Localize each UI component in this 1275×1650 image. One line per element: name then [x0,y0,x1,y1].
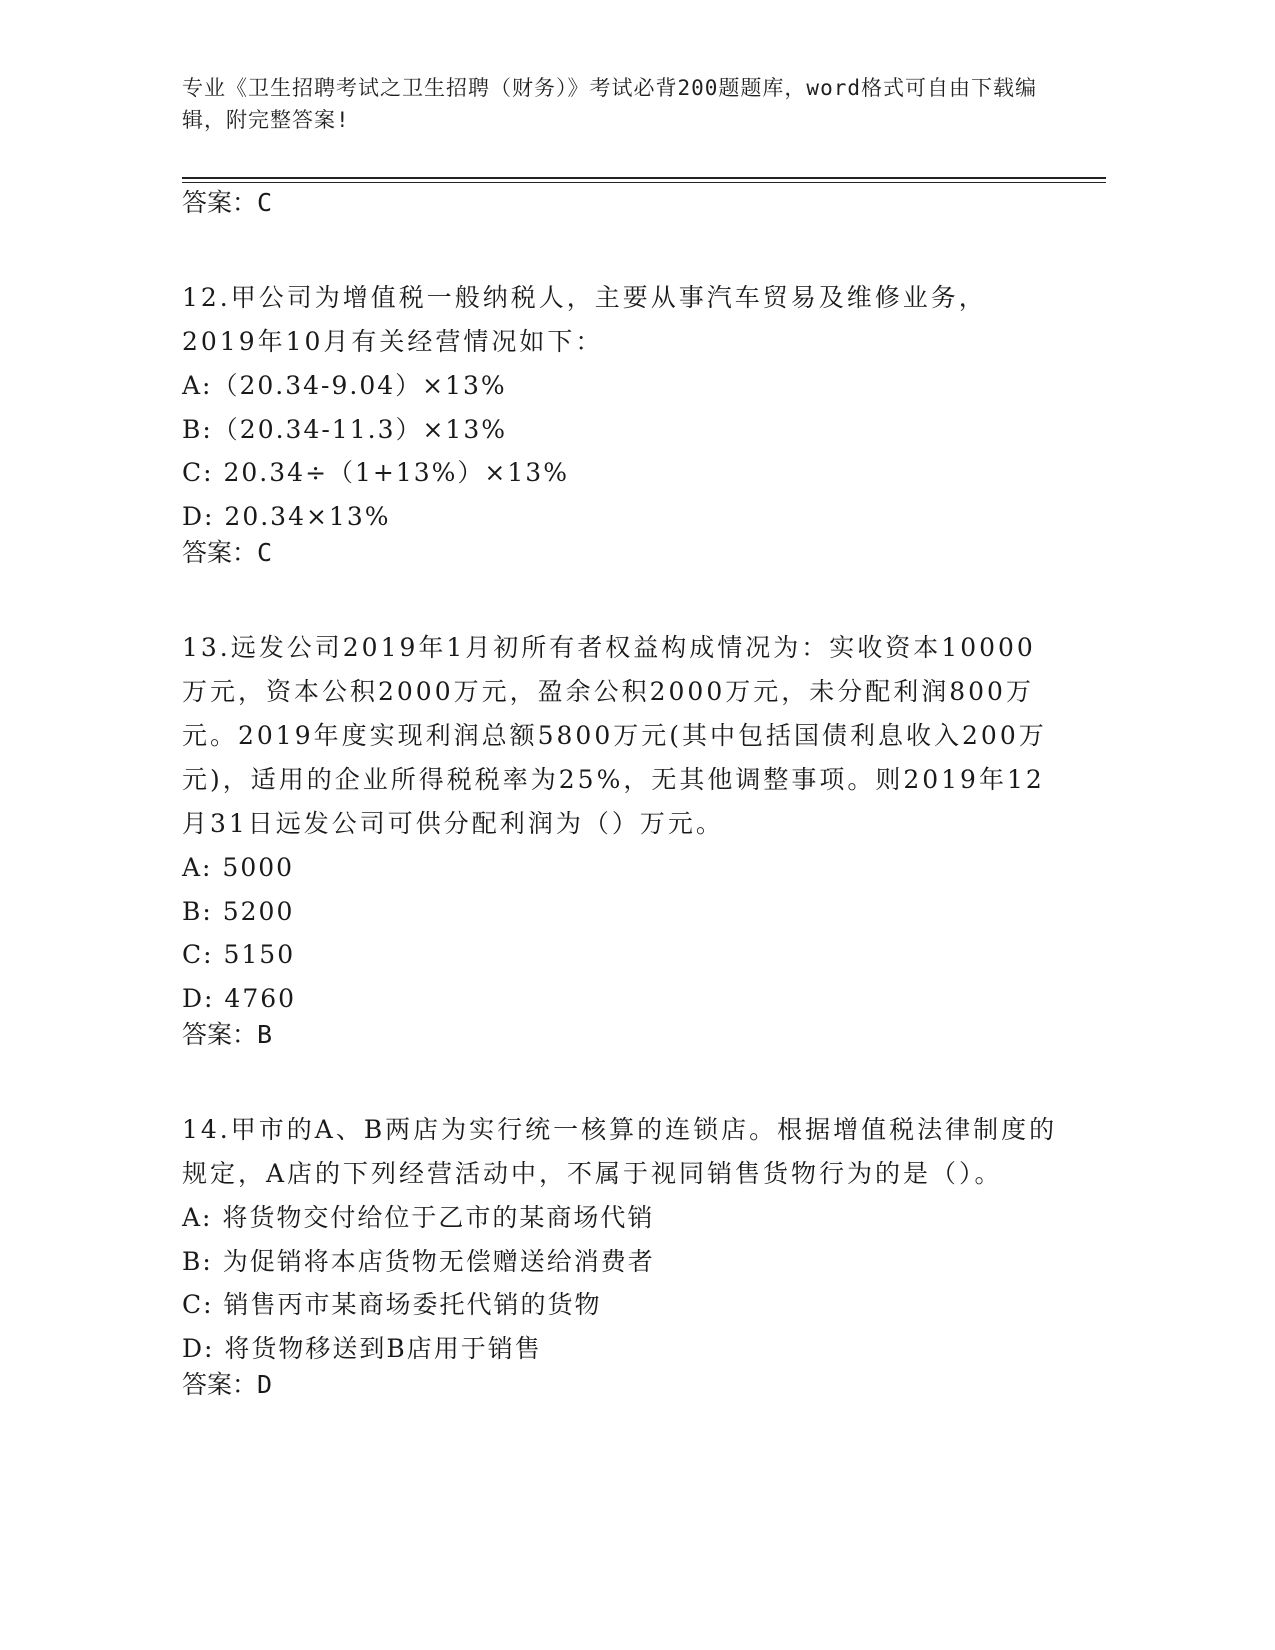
header-divider-thick [182,177,1106,179]
option-c: C: 5150 [182,940,296,969]
option-b: B:（20.34-11.3）×13% [182,414,507,444]
answer-line: 答案：C [182,188,273,217]
question-14 [182,1108,1062,1400]
answer-line: 答案：D [182,1370,273,1399]
question-text: 14.甲市的A、B两店为实行统一核算的连锁店。根据增值税法律制度的规定，A店的下列经营活动中，不属于视同销售货物行为的是（）。 [182,1115,1058,1188]
option-b: B: 5200 [182,896,295,926]
document-content [182,188,1062,1400]
option-c: C: 销售丙市某商场委托代销的货物 [182,1290,602,1319]
answer-line: 答案：B [182,1020,273,1049]
header-divider-thin [182,182,1106,183]
question-text: 12.甲公司为增值税一般纳税人，主要从事汽车贸易及维修业务，2019年10月有关经营情况如下： [182,283,987,356]
option-b: B: 为促销将本店货物无偿赠送给消费者 [182,1246,655,1276]
question-13 [182,626,1062,1050]
option-a: A:（20.34-9.04）×13% [182,371,507,400]
option-a: A: 5000 [182,853,295,882]
page-header-title: 专业《卫生招聘考试之卫生招聘（财务）》考试必背200题题库，word格式可自由下载编辑，附完整答案! [182,76,1037,132]
option-a: A: 将货物交付给位于乙市的某商场代销 [182,1203,655,1232]
option-d: D: 将货物移送到B店用于销售 [182,1333,542,1363]
option-c: C: 20.34÷（1+13%）×13% [182,458,569,487]
option-d: D: 20.34×13% [182,501,391,531]
question-12 [182,276,1062,568]
option-d: D: 4760 [182,983,297,1013]
question-text: 13.远发公司2019年1月初所有者权益构成情况为：实收资本10000万元，资本公积2000万元，盈余公积2000万元，未分配利润800万元。2019年度实现利润总额5800万元(其中包括国债利息收入200万元)，适用的企业所得税税率为25%，无其他调整事项。则2019年12月31日远发公司可供分配利润为（）万元。 [182,633,1047,838]
answer-line: 答案：C [182,538,273,567]
